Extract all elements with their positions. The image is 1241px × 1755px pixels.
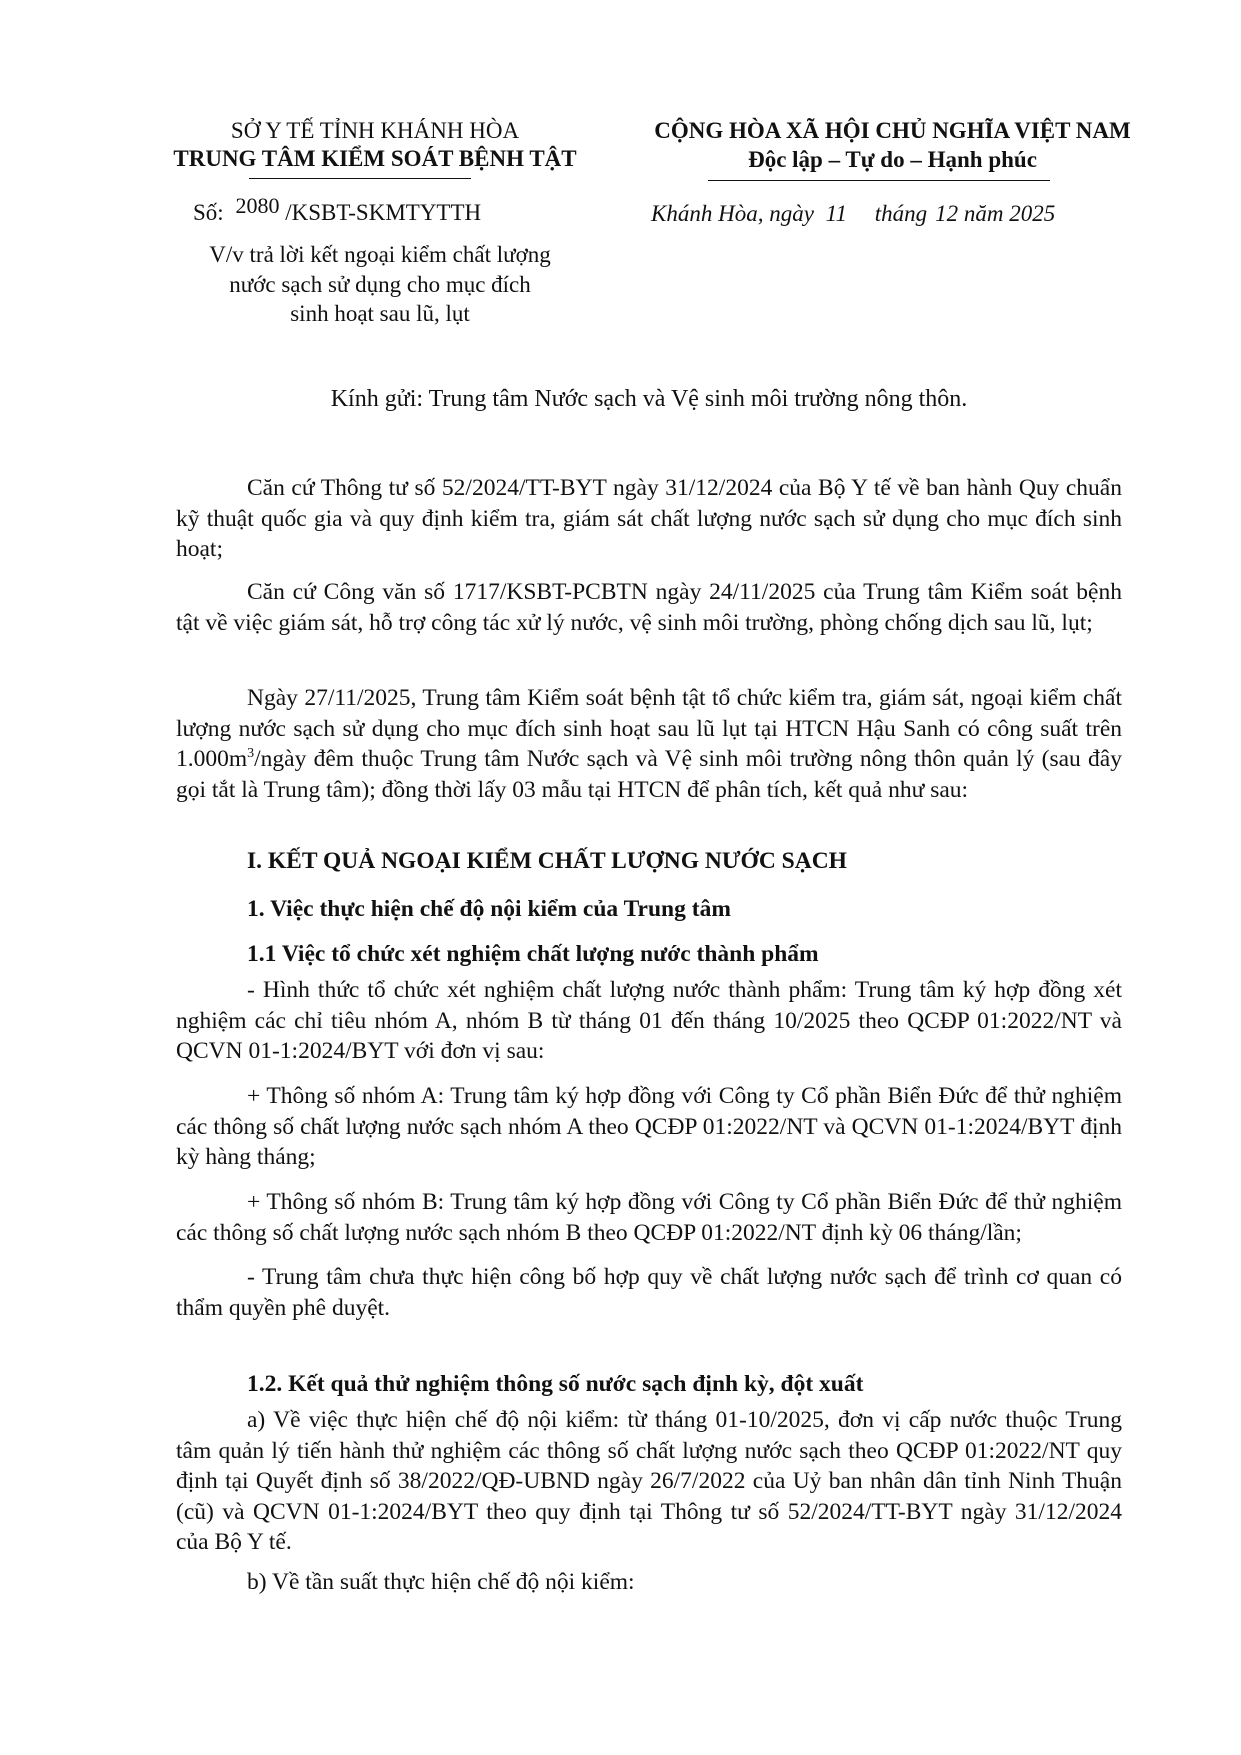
paragraph-internal-control: a) Về việc thực hiện chế độ nội kiểm: từ tháng 01-10/2025, đơn vị cấp nước thuộc Trung tâm quản lý tiến hành thử nghiệm các thông số chất lượng nước sạch theo QCĐP 01:2022/NT quy định tại Quyết định số 38/2022/QĐ-UBND ngày 26/7/2022 của Uỷ ban nhân dân tỉnh Ninh Thuận (cũ) và QCVN 01-1:2024/BYT theo quy định tại Thông tư số 52/2024/TT-BYT ngày 31/12/2024 của Bộ Y tế. [176,1407,1122,1555]
document-number [193,193,482,226]
paragraph-legal-basis-1: Căn cứ Thông tư số 52/2024/TT-BYT ngày 31/12/2024 của Bộ Y tế về ban hành Quy chuẩn kỹ thuật quốc gia và quy định kiểm tra, giám sát chất lượng nước sạch sử dụng cho mục đích sinh hoạt; [176,475,1122,562]
subject-line: V/v trả lời kết ngoại kiểm chất lượng [209,242,551,267]
section-heading-1: 1. Việc thực hiện chế độ nội kiểm của Trung tâm [247,896,731,922]
subject [150,240,610,329]
agency-name: TRUNG TÂM KIỂM SOÁT BỆNH TẬT [173,146,577,171]
p3-after: /ngày đêm thuộc Trung tâm Nước sạch và Vệ sinh môi trường nông thôn quản lý (sau đây gọi tắt là Trung tâm); đồng thời lấy 03 mẫu tại HTCN để phân tích, kết quả như sau: [176,746,1122,803]
date-month-label: tháng [874,201,928,226]
date-line [651,201,1055,227]
motto: Độc lập – Tự do – Hạnh phúc [748,147,1037,172]
section-heading-I: I. KẾT QUẢ NGOẠI KIỂM CHẤT LƯỢNG NƯỚC SẠCH [247,848,847,874]
paragraph-conformity: - Trung tâm chưa thực hiện công bố hợp quy về chất lượng nước sạch để trình cơ quan có thẩm quyền phê duyệt. [176,1264,1122,1321]
p3-before: Ngày 27/11/2025, Trung tâm Kiểm soát bệnh tật tổ chức kiểm tra, giám sát, ngoại kiểm chất lượng nước sạch sử dụng cho mục đích sinh hoạt sau lũ lụt tại HTCN Hậu Sanh có công suất trên 1.000m [176,685,1122,772]
date-year: năm 2025 [963,201,1056,226]
paragraph-group-b: + Thông số nhóm B: Trung tâm ký hợp đồng với Công ty Cổ phần Biển Đức để thử nghiệm các thông số chất lượng nước sạch nhóm B theo QCĐP 01:2022/NT định kỳ 06 tháng/lần; [176,1189,1122,1246]
paragraph-inspection [176,683,1122,805]
motto-underline [708,180,1050,181]
paragraph-frequency: b) Về tần suất thực hiện chế độ nội kiểm: [247,1569,635,1595]
paragraph-group-a: + Thông số nhóm A: Trung tâm ký hợp đồng với Công ty Cổ phần Biển Đức để thử nghiệm các thông số chất lượng nước sạch nhóm A theo QCĐP 01:2022/NT và QCVN 01-1:2024/BYT định kỳ hàng tháng; [176,1083,1122,1170]
subject-line: nước sạch sử dụng cho mục đích [229,271,531,297]
p3-superscript: 3 [247,746,255,762]
date-month: 12 [935,201,959,226]
section-heading-1-1: 1.1 Việc tổ chức xét nghiệm chất lượng nước thành phẩm [247,941,819,967]
paragraph-testing-form: - Hình thức tổ chức xét nghiệm chất lượng nước thành phẩm: Trung tâm ký hợp đồng xét nghiệm các chỉ tiêu nhóm A, nhóm B từ tháng 01 đến tháng 10/2025 theo QCĐP 01:2022/NT và QCVN 01-1:2024/BYT với đơn vị sau: [176,977,1122,1064]
recipient: Kính gửi: Trung tâm Nước sạch và Vệ sinh môi trường nông thôn. [330,386,968,412]
paragraph-legal-basis-2: Căn cứ Công văn số 1717/KSBT-PCBTN ngày 24/11/2025 của Trung tâm Kiểm soát bệnh tật về việc giám sát, hỗ trợ công tác xử lý nước, vệ sinh môi trường, phòng chống dịch sau lũ, lụt; [176,579,1122,636]
nation-title: CỘNG HÒA XÃ HỘI CHỦ NGHĨA VIỆT NAM [654,118,1131,143]
number-prefix: Số: [193,200,224,225]
section-heading-1-2: 1.2. Kết quả thử nghiệm thông số nước sạch định kỳ, đột xuất [247,1371,864,1397]
date-day: 11 [825,201,847,226]
agency-parent: SỞ Y TẾ TỈNH KHÁNH HÒA [230,118,520,143]
number-suffix: /KSBT-SKMTYTTH [285,200,482,225]
number-value: 2080 [235,193,280,218]
agency-underline [249,178,471,179]
date-place: Khánh Hòa, ngày [651,201,814,226]
subject-line: sinh hoạt sau lũ, lụt [290,301,470,326]
